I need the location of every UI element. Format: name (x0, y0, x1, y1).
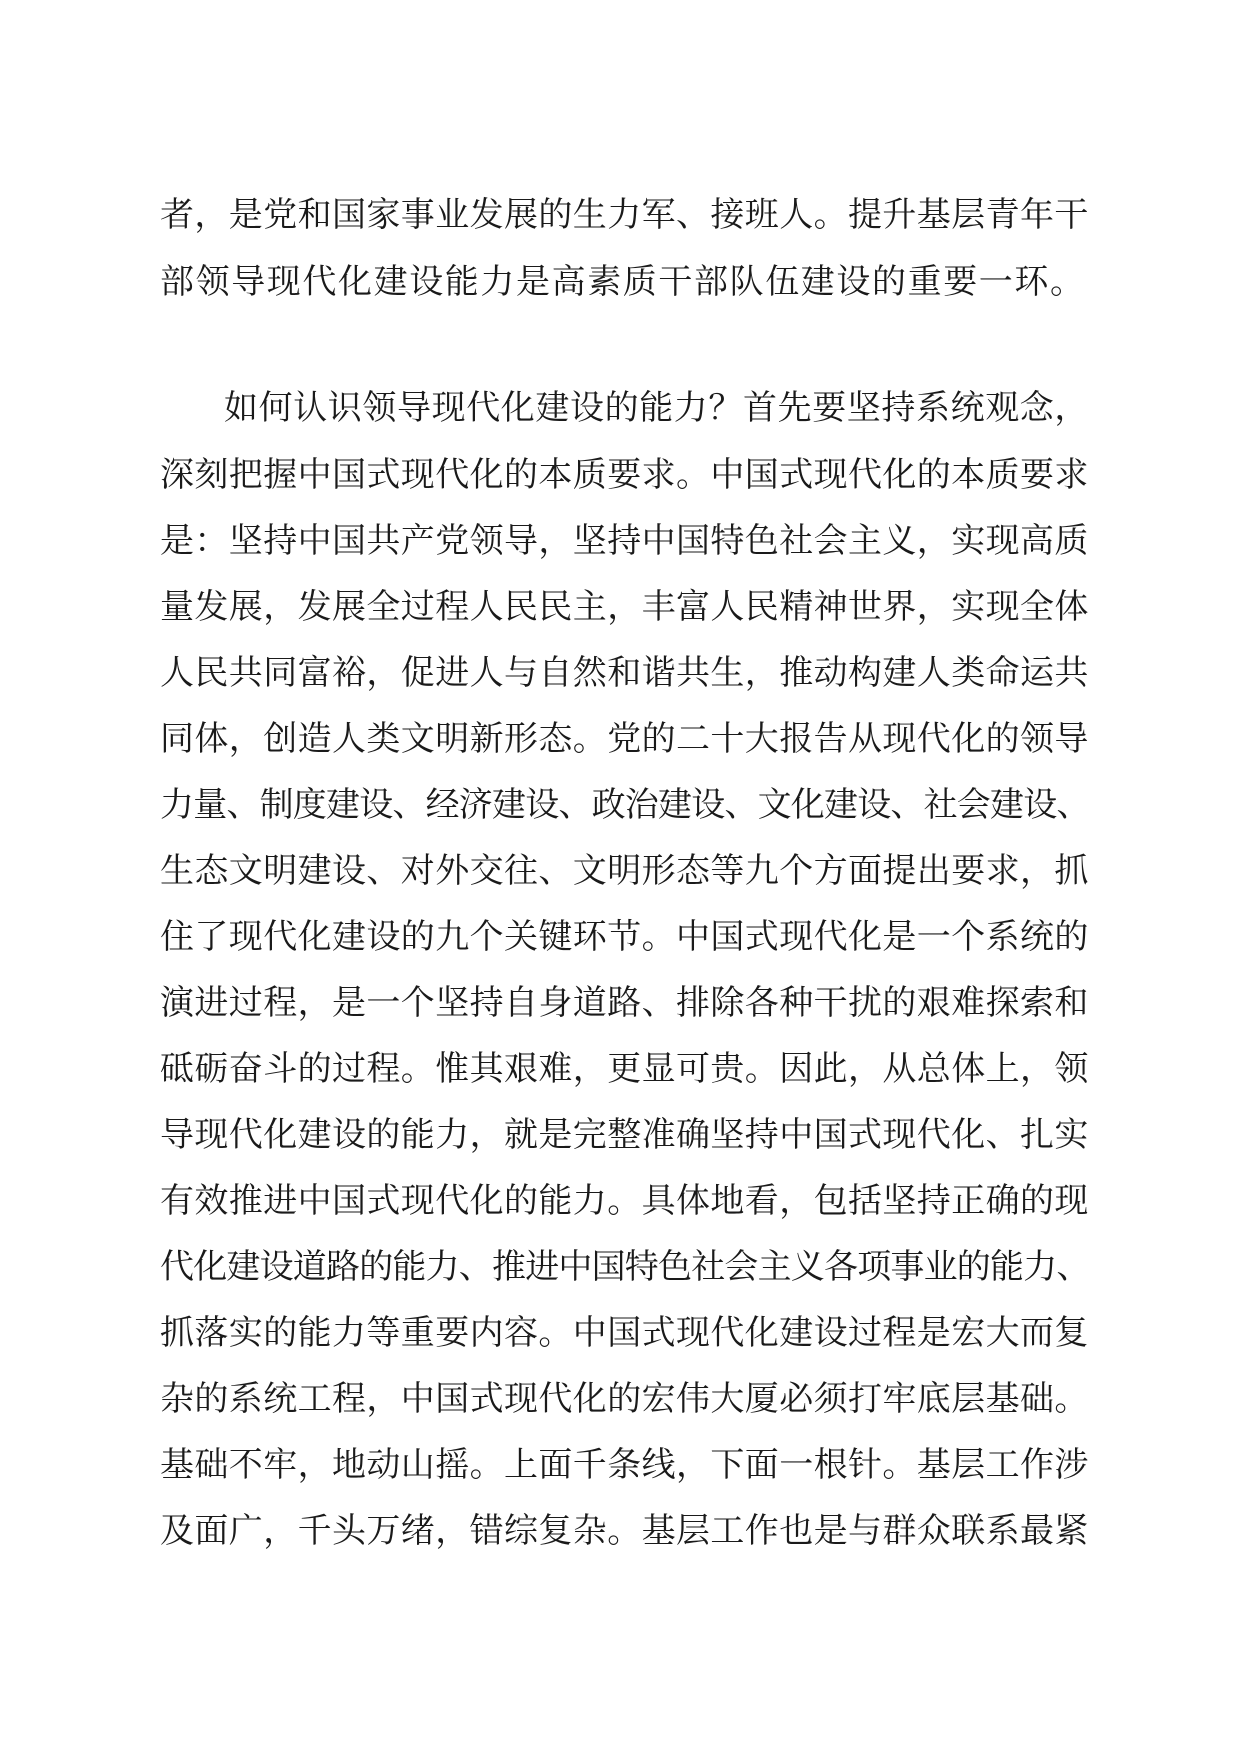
paragraph-2-line-16: 杂的系统工程，中国式现代化的宏伟大厦必须打牢底层基础。 (160, 1379, 1089, 1419)
paragraph-2-line-13: 有效推进中国式现代化的能力。具体地看，包括坚持正确的现 (160, 1181, 1089, 1221)
paragraph-2-line-12: 导现代化建设的能力，就是完整准确坚持中国式现代化、扎实 (160, 1115, 1089, 1155)
paragraph-2-line-2: 深刻把握中国式现代化的本质要求。中国式现代化的本质要求 (160, 455, 1089, 495)
paragraph-1-line-2: 部领导现代化建设能力是高素质干部队伍建设的重要一环。 (160, 262, 1086, 302)
paragraph-2-line-1: 如何认识领导现代化建设的能力？首先要坚持系统观念， (224, 388, 1089, 428)
paragraph-2-line-7: 力量、制度建设、经济建设、政治建设、文化建设、社会建设、 (160, 785, 1090, 825)
paragraph-2-line-5: 人民共同富裕，促进人与自然和谐共生，推动构建人类命运共 (160, 653, 1089, 693)
paragraph-2-line-3: 是：坚持中国共产党领导，坚持中国特色社会主义，实现高质 (160, 521, 1089, 561)
paragraph-2-line-9: 住了现代化建设的九个关键环节。中国式现代化是一个系统的 (160, 917, 1089, 957)
paragraph-2-line-11: 砥砺奋斗的过程。惟其艰难，更显可贵。因此，从总体上，领 (160, 1049, 1089, 1089)
paragraph-2-line-6: 同体，创造人类文明新形态。党的二十大报告从现代化的领导 (160, 719, 1089, 759)
paragraph-2-line-18: 及面广，千头万绪，错综复杂。基层工作也是与群众联系最紧 (160, 1511, 1089, 1551)
paragraph-2-line-8: 生态文明建设、对外交往、文明形态等九个方面提出要求，抓 (160, 851, 1089, 891)
paragraph-2-line-10: 演进过程，是一个坚持自身道路、排除各种干扰的艰难探索和 (160, 983, 1089, 1023)
paragraph-2-line-17: 基础不牢，地动山摇。上面千条线，下面一根针。基层工作涉 (160, 1445, 1089, 1485)
paragraph-2-line-4: 量发展，发展全过程人民民主，丰富人民精神世界，实现全体 (160, 587, 1089, 627)
paragraph-1-line-1: 者，是党和国家事业发展的生力军、接班人。提升基层青年干 (160, 195, 1089, 235)
paragraph-2-line-14: 代化建设道路的能力、推进中国特色社会主义各项事业的能力、 (160, 1247, 1090, 1287)
paragraph-2-line-15: 抓落实的能力等重要内容。中国式现代化建设过程是宏大而复 (160, 1313, 1089, 1353)
